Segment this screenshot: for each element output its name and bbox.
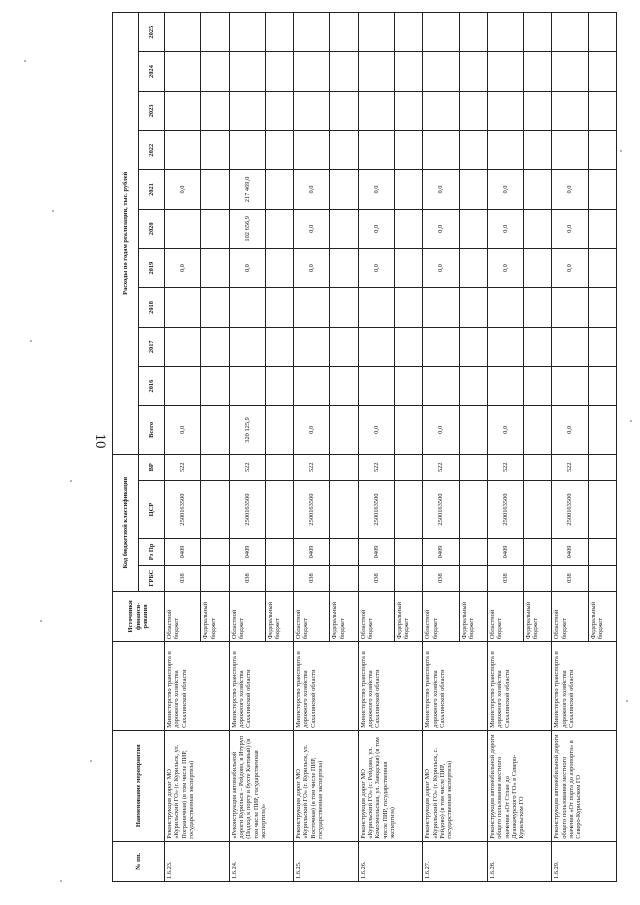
header-year: 2022 — [139, 131, 165, 170]
year-amount — [165, 327, 201, 366]
year-amount — [524, 52, 552, 91]
year-amount — [588, 366, 616, 405]
year-amount — [358, 327, 394, 366]
funding-source: Областной бюджет — [552, 591, 588, 641]
year-amount — [330, 288, 358, 327]
csr-code: 2500163500 — [487, 480, 523, 538]
year-amount — [459, 170, 487, 209]
year-amount — [294, 131, 330, 170]
year-amount — [165, 209, 201, 248]
row-number: 1.6.23. — [165, 841, 230, 881]
header-budget-code: Код бюджетной классификации — [113, 454, 139, 591]
year-amount — [552, 131, 588, 170]
year-amount — [487, 131, 523, 170]
year-amount — [165, 52, 201, 91]
year-amount — [265, 366, 293, 405]
year-amount — [330, 327, 358, 366]
year-amount — [459, 288, 487, 327]
speck — [52, 210, 54, 212]
rzpr-code — [459, 539, 487, 565]
total-amount — [588, 406, 616, 454]
speck — [24, 60, 26, 62]
year-amount: 0,0 — [487, 170, 523, 209]
year-amount: 0,0 — [229, 248, 265, 287]
year-amount — [265, 288, 293, 327]
funding-source: Областной бюджет — [358, 591, 394, 641]
year-amount — [265, 248, 293, 287]
year-amount — [330, 91, 358, 130]
year-amount — [201, 209, 229, 248]
vr-code — [588, 454, 616, 480]
vr-code — [330, 454, 358, 480]
funding-source: Федеральный бюджет — [459, 591, 487, 641]
year-amount — [165, 288, 201, 327]
grbs-code — [588, 565, 616, 591]
year-amount — [588, 209, 616, 248]
rzpr-code: 0409 — [229, 539, 265, 565]
year-amount — [265, 131, 293, 170]
grbs-code: 038 — [294, 565, 330, 591]
year-amount — [330, 248, 358, 287]
total-amount — [330, 406, 358, 454]
year-amount — [294, 52, 330, 91]
grbs-code — [524, 565, 552, 591]
grbs-code: 038 — [552, 565, 588, 591]
funding-source: Федеральный бюджет — [330, 591, 358, 641]
header-year: 2017 — [139, 327, 165, 366]
year-amount — [423, 52, 459, 91]
year-amount — [588, 13, 616, 52]
table-row — [358, 13, 394, 882]
year-amount — [229, 91, 265, 130]
csr-code — [588, 480, 616, 538]
year-amount — [459, 131, 487, 170]
vr-code: 522 — [358, 454, 394, 480]
year-amount — [201, 91, 229, 130]
year-amount — [395, 131, 423, 170]
year-amount — [524, 13, 552, 52]
measure-name: Реконструкция автомобильной дороги общего пользования местного значения «От порта до аэропорта» в Северо-Курильском ГО — [552, 730, 617, 841]
speck — [90, 760, 92, 762]
year-amount — [552, 13, 588, 52]
total-amount: 0,0 — [552, 406, 588, 454]
table-row — [423, 13, 459, 882]
total-amount — [524, 406, 552, 454]
row-number: 1.6.24. — [229, 841, 294, 881]
header-expenses: Расходы по годам реализации, тыс. рублей — [113, 13, 139, 455]
vr-code — [395, 454, 423, 480]
rotated-table-wrapper — [112, 12, 617, 882]
year-amount — [294, 13, 330, 52]
header-executor — [113, 642, 165, 731]
measure-name: Реконструкция дорог МО «Курильский ГО» (с. Рейдово, ул. Комсомольская, ул. Заводская) (в том числе ПИР, государственная экспертиза) — [358, 730, 423, 841]
rzpr-code — [524, 539, 552, 565]
year-amount — [588, 327, 616, 366]
year-amount — [423, 131, 459, 170]
year-amount — [201, 248, 229, 287]
year-amount: 0,0 — [358, 170, 394, 209]
vr-code: 522 — [165, 454, 201, 480]
vr-code: 522 — [229, 454, 265, 480]
year-amount — [294, 327, 330, 366]
table-row — [294, 13, 330, 882]
year-amount — [330, 52, 358, 91]
table-row — [552, 13, 588, 882]
csr-code — [395, 480, 423, 538]
year-amount — [201, 131, 229, 170]
executor-name: Министерство транспорта и дорожного хозяйства Сахалинской области — [294, 642, 359, 731]
year-amount: 0,0 — [552, 170, 588, 209]
grbs-code: 038 — [358, 565, 394, 591]
year-amount — [165, 91, 201, 130]
csr-code — [330, 480, 358, 538]
measure-name: Реконструкция дорог МО «Курильский ГО» (г. Курильск, ул. Пограничная) (в том числе ПИР, государственная экспертиза) — [165, 730, 230, 841]
year-amount — [524, 366, 552, 405]
expenses-table — [112, 12, 617, 882]
year-amount — [524, 248, 552, 287]
year-amount: 0,0 — [294, 170, 330, 209]
year-amount — [229, 366, 265, 405]
year-amount — [229, 131, 265, 170]
year-amount — [201, 327, 229, 366]
year-amount — [487, 366, 523, 405]
vr-code: 522 — [487, 454, 523, 480]
vr-code: 522 — [423, 454, 459, 480]
year-amount — [229, 288, 265, 327]
year-amount — [395, 248, 423, 287]
header-year: 2025 — [139, 13, 165, 52]
header-year: 2024 — [139, 52, 165, 91]
total-amount: 0,0 — [487, 406, 523, 454]
year-amount — [588, 91, 616, 130]
executor-name: Министерство транспорта и дорожного хозяйства Сахалинской области — [552, 642, 617, 731]
year-amount — [524, 288, 552, 327]
row-number: 1.6.28. — [487, 841, 552, 881]
year-amount — [524, 209, 552, 248]
year-amount — [265, 52, 293, 91]
vr-code — [201, 454, 229, 480]
grbs-code — [330, 565, 358, 591]
year-amount — [423, 91, 459, 130]
year-amount — [330, 131, 358, 170]
year-amount: 0,0 — [423, 248, 459, 287]
year-amount — [395, 170, 423, 209]
year-amount — [487, 52, 523, 91]
year-amount — [459, 327, 487, 366]
year-amount — [423, 327, 459, 366]
vr-code — [524, 454, 552, 480]
table-body — [165, 13, 617, 882]
year-amount — [552, 366, 588, 405]
total-amount: 0,0 — [358, 406, 394, 454]
year-amount — [265, 209, 293, 248]
header-rzpr: Рз Пр — [139, 539, 165, 565]
header-year: 2023 — [139, 91, 165, 130]
csr-code: 2500163500 — [165, 480, 201, 538]
total-amount — [395, 406, 423, 454]
grbs-code: 038 — [229, 565, 265, 591]
year-amount: 0,0 — [487, 209, 523, 248]
measure-name: Реконструкция автомобильной дороги общего пользования местного значения «От Стлан до Деанкачурского ГО» в Северо-Курильском ГО — [487, 730, 552, 841]
speck — [60, 880, 62, 882]
measure-name: «Реконструкция автомобильной дороги Курильск – Рейдово, в Итуруп (Подход к порту в бухте Китовый) (в том числе ПИР, государственная экспертиза)» — [229, 730, 294, 841]
header-grbs: ГРБС — [139, 565, 165, 591]
year-amount — [358, 366, 394, 405]
year-amount — [524, 91, 552, 130]
year-amount — [395, 91, 423, 130]
year-amount — [395, 209, 423, 248]
year-amount — [588, 131, 616, 170]
funding-source: Федеральный бюджет — [395, 591, 423, 641]
year-amount — [459, 52, 487, 91]
year-amount — [588, 170, 616, 209]
row-number: 1.6.25. — [294, 841, 359, 881]
year-amount: 0,0 — [552, 209, 588, 248]
year-amount — [294, 91, 330, 130]
year-amount — [358, 52, 394, 91]
year-amount — [229, 13, 265, 52]
year-amount: 0,0 — [165, 170, 201, 209]
csr-code: 2500163500 — [358, 480, 394, 538]
vr-code: 522 — [552, 454, 588, 480]
year-amount — [165, 366, 201, 405]
table-row — [487, 13, 523, 882]
rzpr-code: 0409 — [552, 539, 588, 565]
total-amount — [459, 406, 487, 454]
year-amount: 0,0 — [294, 209, 330, 248]
year-amount — [229, 52, 265, 91]
grbs-code — [395, 565, 423, 591]
grbs-code: 038 — [487, 565, 523, 591]
year-amount — [265, 91, 293, 130]
year-amount — [358, 91, 394, 130]
speck — [620, 150, 622, 152]
year-amount — [524, 170, 552, 209]
grbs-code: 038 — [165, 565, 201, 591]
year-amount — [487, 13, 523, 52]
measure-name: Реконструкция дорог МО «Курильский ГО» (г. Курильск, с. Рейдово) (в том числе ПИР, государственная экспертиза) — [423, 730, 488, 841]
header-num: № пп. — [113, 841, 165, 881]
year-amount — [487, 327, 523, 366]
year-amount: 0,0 — [358, 248, 394, 287]
year-amount — [588, 288, 616, 327]
csr-code: 2500163500 — [423, 480, 459, 538]
rzpr-code — [395, 539, 423, 565]
year-amount — [552, 288, 588, 327]
year-amount: 102 656,9 — [229, 209, 265, 248]
funding-source: Федеральный бюджет — [588, 591, 616, 641]
year-amount — [165, 131, 201, 170]
csr-code — [524, 480, 552, 538]
year-amount — [459, 209, 487, 248]
executor-name: Министерство транспорта и дорожного хозяйства Сахалинской области — [358, 642, 423, 731]
year-amount — [265, 13, 293, 52]
funding-source: Областной бюджет — [229, 591, 265, 641]
grbs-code — [201, 565, 229, 591]
funding-source: Областной бюджет — [423, 591, 459, 641]
csr-code — [459, 480, 487, 538]
total-amount: 0,0 — [423, 406, 459, 454]
year-amount — [201, 52, 229, 91]
year-amount — [459, 366, 487, 405]
table-header — [113, 13, 165, 882]
csr-code: 2500163500 — [229, 480, 265, 538]
year-amount — [294, 366, 330, 405]
funding-source: Федеральный бюджет — [265, 591, 293, 641]
rzpr-code: 0409 — [487, 539, 523, 565]
year-amount — [395, 327, 423, 366]
year-amount — [330, 209, 358, 248]
total-amount: 0,0 — [294, 406, 330, 454]
year-amount — [588, 248, 616, 287]
grbs-code — [459, 565, 487, 591]
row-number: 1.6.26. — [358, 841, 423, 881]
year-amount — [459, 248, 487, 287]
vr-code: 522 — [294, 454, 330, 480]
year-amount — [395, 13, 423, 52]
header-year: 2018 — [139, 288, 165, 327]
header-vr: ВР — [139, 454, 165, 480]
grbs-code — [265, 565, 293, 591]
vr-code — [265, 454, 293, 480]
year-amount — [395, 288, 423, 327]
year-amount — [423, 13, 459, 52]
executor-name: Министерство транспорта и дорожного хозяйства Сахалинской области — [229, 642, 294, 731]
header-source: Источники финанси-рования — [113, 591, 165, 641]
year-amount — [201, 13, 229, 52]
year-amount — [201, 366, 229, 405]
page-number: 10 — [92, 433, 108, 449]
year-amount — [524, 131, 552, 170]
year-amount — [487, 91, 523, 130]
year-amount — [459, 91, 487, 130]
header-total: Всего — [139, 406, 165, 454]
year-amount: 0,0 — [487, 248, 523, 287]
speck — [630, 420, 632, 422]
rzpr-code: 0409 — [358, 539, 394, 565]
year-amount — [358, 13, 394, 52]
year-amount: 0,0 — [358, 209, 394, 248]
speck — [70, 480, 72, 482]
year-amount — [423, 288, 459, 327]
executor-name: Министерство транспорта и дорожного хозяйства Сахалинской области — [423, 642, 488, 731]
year-amount — [552, 327, 588, 366]
header-year: 2019 — [139, 248, 165, 287]
total-amount: 0,0 — [165, 406, 201, 454]
year-amount — [524, 327, 552, 366]
total-amount — [265, 406, 293, 454]
year-amount — [201, 170, 229, 209]
year-amount — [395, 52, 423, 91]
header-name: Наименование мероприятия — [113, 730, 165, 841]
funding-source: Областной бюджет — [165, 591, 201, 641]
year-amount — [265, 327, 293, 366]
year-amount — [330, 366, 358, 405]
year-amount — [423, 366, 459, 405]
rzpr-code: 0409 — [294, 539, 330, 565]
year-amount — [487, 288, 523, 327]
year-amount — [201, 288, 229, 327]
total-amount: 320 125,9 — [229, 406, 265, 454]
year-amount: 0,0 — [423, 170, 459, 209]
csr-code — [201, 480, 229, 538]
year-amount: 217 469,0 — [229, 170, 265, 209]
header-year: 2016 — [139, 366, 165, 405]
csr-code: 2500163500 — [294, 480, 330, 538]
funding-source: Федеральный бюджет — [524, 591, 552, 641]
speck — [40, 620, 42, 622]
csr-code — [265, 480, 293, 538]
speck — [30, 340, 32, 342]
year-amount — [265, 170, 293, 209]
row-number: 1.6.27. — [423, 841, 488, 881]
year-amount: 0,0 — [423, 209, 459, 248]
funding-source: Областной бюджет — [487, 591, 523, 641]
year-amount: 0,0 — [552, 248, 588, 287]
executor-name: Министерство транспорта и дорожного хозяйства Сахалинской области — [165, 642, 230, 731]
year-amount — [330, 13, 358, 52]
year-amount — [552, 91, 588, 130]
year-amount — [229, 327, 265, 366]
vr-code — [459, 454, 487, 480]
year-amount — [358, 288, 394, 327]
executor-name: Министерство транспорта и дорожного хозяйства Сахалинской области — [487, 642, 552, 731]
measure-name: Реконструкция дорог МО «Курильский ГО» (г. Курильск, ул. Восточная) (в том числе ПИР, государственная экспертиза) — [294, 730, 359, 841]
header-csr: ЦСР — [139, 480, 165, 538]
year-amount — [165, 13, 201, 52]
rzpr-code: 0409 — [423, 539, 459, 565]
header-year: 2020 — [139, 209, 165, 248]
year-amount — [358, 131, 394, 170]
rzpr-code — [265, 539, 293, 565]
year-amount — [294, 288, 330, 327]
funding-source: Федеральный бюджет — [201, 591, 229, 641]
table-row — [229, 13, 265, 882]
year-amount — [395, 366, 423, 405]
year-amount — [552, 52, 588, 91]
year-amount: 0,0 — [165, 248, 201, 287]
total-amount — [201, 406, 229, 454]
grbs-code: 038 — [423, 565, 459, 591]
csr-code: 2500163500 — [552, 480, 588, 538]
row-number: 1.6.29. — [552, 841, 617, 881]
rzpr-code: 0409 — [165, 539, 201, 565]
year-amount — [459, 13, 487, 52]
speck — [626, 700, 628, 702]
rzpr-code — [201, 539, 229, 565]
table-row — [165, 13, 201, 882]
year-amount — [330, 170, 358, 209]
year-amount — [588, 52, 616, 91]
year-amount: 0,0 — [294, 248, 330, 287]
rzpr-code — [588, 539, 616, 565]
rzpr-code — [330, 539, 358, 565]
header-year: 2021 — [139, 170, 165, 209]
funding-source: Областной бюджет — [294, 591, 330, 641]
